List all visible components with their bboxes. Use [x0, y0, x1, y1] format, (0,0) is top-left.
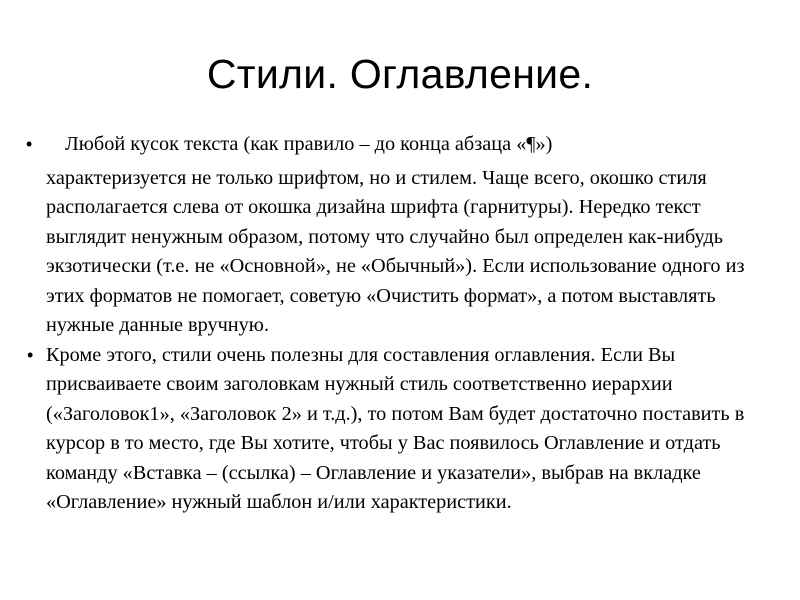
bullet-text: Кроме этого, стили очень полезны для составления оглавления. Если Вы присваиваете своим заголовкам нужный стиль соответственно иерархии («Заголовок1», «Заголовок 2» и т.д.), то потом Вам будет достаточно поставить в курсор в то место, где Вы хотите, чтобы у Вас появилось Оглавление и отдать команду «Вставка – (ссылка) – Оглавление и указатели», выбрав на вкладке «Оглавление» нужный шаблон и/или характеристики. — [46, 343, 745, 513]
bullet-text: характеризуется не только шрифтом, но и стилем. Чаще всего, окошко стиля располагается слева от окошка дизайна шрифта (гарнитуры). Нередко текст выглядит ненужным образом, потому что случайно был определен как-нибудь экзотически (т.е. не «Основной», не «Обычный»). Если использование одного из этих форматов не помогает, советую «Очистить формат», а потом выставлять нужные данные вручную. — [46, 166, 745, 336]
bullet-marker: • — [27, 344, 34, 365]
bullet-marker: • — [26, 134, 33, 154]
slide-title: Стили. Оглавление. — [206, 51, 594, 97]
slide-body — [26, 130, 756, 518]
bullet-item-styles — [26, 130, 756, 341]
bullet-first-line: Любой кусок текста (как правило – до конца абзаца «¶») — [65, 133, 553, 155]
bullet-item-toc — [26, 341, 756, 518]
